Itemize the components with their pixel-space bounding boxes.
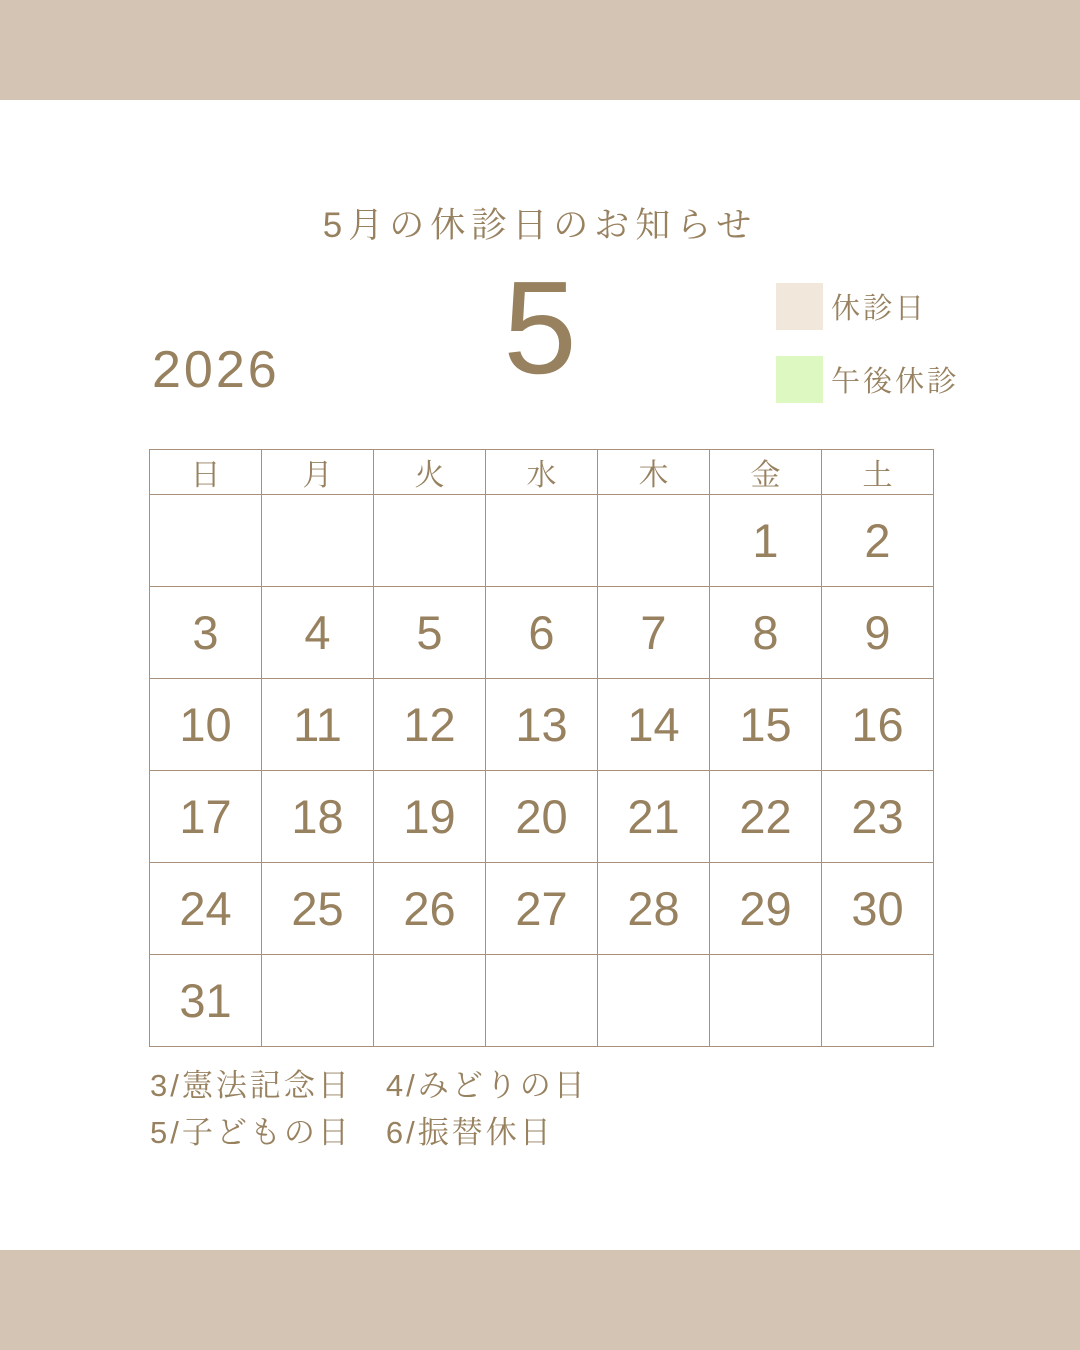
day-cell-30: 30 bbox=[822, 863, 934, 955]
weekday-header: 日 bbox=[150, 450, 262, 495]
weekday-header-row bbox=[150, 450, 934, 495]
calendar-week-row bbox=[150, 771, 934, 863]
day-cell-26: 26 bbox=[374, 863, 486, 955]
calendar-week-row bbox=[150, 587, 934, 679]
day-cell-6: 6 bbox=[486, 587, 598, 679]
day-cell-11: 11 bbox=[262, 679, 374, 771]
closed-day-label: 休診日 bbox=[831, 293, 928, 325]
day-cell-16: 16 bbox=[822, 679, 934, 771]
weekday-header: 土 bbox=[822, 450, 934, 495]
legend-item-closed bbox=[776, 283, 1066, 330]
top-band bbox=[0, 0, 1080, 100]
day-cell-empty bbox=[598, 495, 710, 587]
legend bbox=[776, 283, 1066, 429]
day-cell-4: 4 bbox=[262, 587, 374, 679]
day-cell-28: 28 bbox=[598, 863, 710, 955]
day-cell-13: 13 bbox=[486, 679, 598, 771]
weekday-header: 水 bbox=[486, 450, 598, 495]
day-cell-25: 25 bbox=[262, 863, 374, 955]
day-cell-empty bbox=[710, 955, 822, 1047]
day-cell-empty bbox=[486, 955, 598, 1047]
calendar-week-row bbox=[150, 679, 934, 771]
day-cell-17: 17 bbox=[150, 771, 262, 863]
holiday-note-line-1: 3/憲法記念日 4/みどりの日 bbox=[150, 1068, 588, 1103]
calendar-week-row bbox=[150, 955, 934, 1047]
day-cell-empty bbox=[822, 955, 934, 1047]
year-label: 2026 bbox=[152, 341, 280, 399]
pm-closed-swatch bbox=[776, 356, 823, 403]
day-cell-empty bbox=[150, 495, 262, 587]
calendar-week-row bbox=[150, 495, 934, 587]
weekday-header: 木 bbox=[598, 450, 710, 495]
day-cell-empty bbox=[262, 495, 374, 587]
day-cell-empty bbox=[486, 495, 598, 587]
day-cell-22: 22 bbox=[710, 771, 822, 863]
day-cell-8: 8 bbox=[710, 587, 822, 679]
day-cell-7: 7 bbox=[598, 587, 710, 679]
calendar-body bbox=[150, 495, 934, 1047]
holiday-note-line-2: 5/子どもの日 6/振替休日 bbox=[150, 1115, 554, 1150]
page-title: 5月の休診日のお知らせ bbox=[322, 206, 758, 245]
closed-day-swatch bbox=[776, 283, 823, 330]
weekday-header: 月 bbox=[262, 450, 374, 495]
day-cell-empty bbox=[262, 955, 374, 1047]
day-cell-24: 24 bbox=[150, 863, 262, 955]
bottom-band bbox=[0, 1250, 1080, 1350]
legend-item-pm-closed bbox=[776, 356, 1066, 403]
weekday-header: 火 bbox=[374, 450, 486, 495]
day-cell-10: 10 bbox=[150, 679, 262, 771]
day-cell-12: 12 bbox=[374, 679, 486, 771]
day-cell-5: 5 bbox=[374, 587, 486, 679]
holiday-notes bbox=[150, 1062, 588, 1156]
month-number: 5 bbox=[503, 254, 577, 401]
pm-closed-label: 午後休診 bbox=[831, 366, 960, 398]
calendar-week-row bbox=[150, 863, 934, 955]
day-cell-19: 19 bbox=[374, 771, 486, 863]
day-cell-empty bbox=[374, 955, 486, 1047]
day-cell-14: 14 bbox=[598, 679, 710, 771]
day-cell-15: 15 bbox=[710, 679, 822, 771]
day-cell-2: 2 bbox=[822, 495, 934, 587]
day-cell-31: 31 bbox=[150, 955, 262, 1047]
day-cell-9: 9 bbox=[822, 587, 934, 679]
day-cell-23: 23 bbox=[822, 771, 934, 863]
day-cell-21: 21 bbox=[598, 771, 710, 863]
day-cell-18: 18 bbox=[262, 771, 374, 863]
weekday-header: 金 bbox=[710, 450, 822, 495]
day-cell-20: 20 bbox=[486, 771, 598, 863]
day-cell-27: 27 bbox=[486, 863, 598, 955]
day-cell-29: 29 bbox=[710, 863, 822, 955]
day-cell-empty bbox=[374, 495, 486, 587]
calendar-table bbox=[149, 449, 934, 1047]
day-cell-1: 1 bbox=[710, 495, 822, 587]
day-cell-empty bbox=[598, 955, 710, 1047]
day-cell-3: 3 bbox=[150, 587, 262, 679]
